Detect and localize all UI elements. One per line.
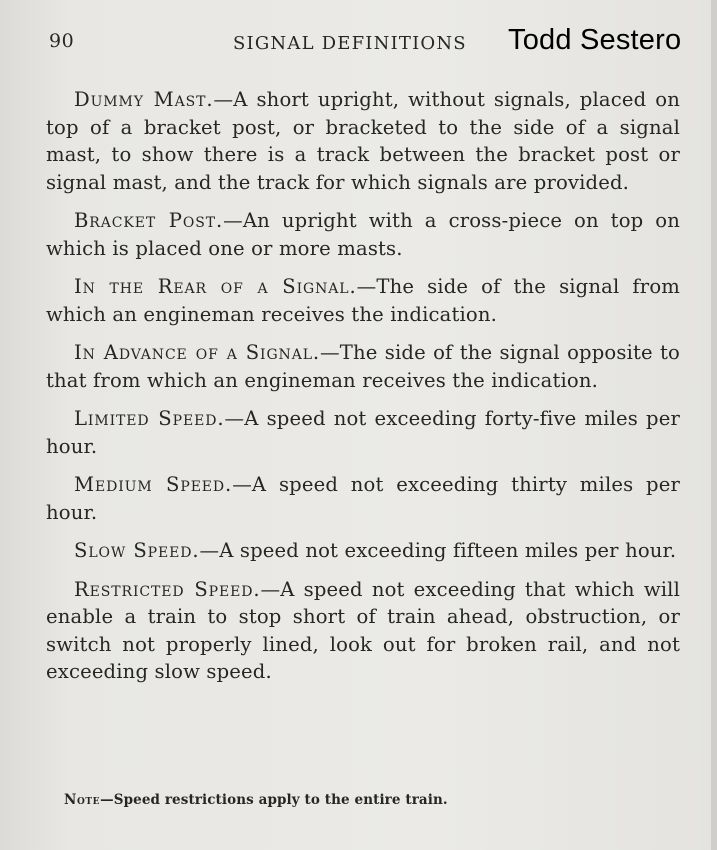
definition-text: —A speed not exceeding that which will enable a train to stop short of train ahead, obstruction, or switch not properly lined, look out for broken rail, and not exceeding slow speed. <box>46 577 680 683</box>
definition-text: —A short upright, without signals, placed on top of a bracket post, or bracketed to the side of a signal mast, to show there is a track between the bracket post or signal mast, and the track for which signals are provided. <box>46 88 680 194</box>
definition-term: Medium Speed. <box>74 473 233 496</box>
definition-limited-speed <box>46 405 680 460</box>
page-number: 90 <box>49 30 75 52</box>
definition-term: Dummy Mast. <box>74 88 214 111</box>
definition-term: Limited Speed. <box>74 407 225 430</box>
page-edge <box>711 0 717 850</box>
definition-term: In the Rear of a Signal. <box>74 275 357 298</box>
definition-text: —A speed not exceeding thirty miles per hour. <box>46 473 680 524</box>
definition-restricted-speed <box>46 576 680 686</box>
owner-stamp: Todd Sestero <box>508 24 682 56</box>
definition-text: —A speed not exceeding forty-five miles per hour. <box>46 407 680 458</box>
running-head: SIGNAL DEFINITIONS <box>233 33 467 54</box>
definition-in-advance <box>46 339 680 394</box>
definition-in-the-rear <box>46 273 680 328</box>
definition-medium-speed <box>46 471 680 526</box>
definition-text: —A speed not exceeding fifteen miles per hour. <box>199 539 677 562</box>
definition-text: —The side of the signal from which an engineman receives the indication. <box>46 275 680 326</box>
definition-text: —The side of the signal opposite to that from which an engineman receives the indication. <box>46 341 680 392</box>
definition-term: Slow Speed. <box>74 539 200 562</box>
definition-bracket-post <box>46 207 680 262</box>
footnote-text: —Speed restrictions apply to the entire train. <box>100 792 448 808</box>
definition-dummy-mast <box>46 86 680 196</box>
definition-term: Bracket Post. <box>74 209 224 232</box>
footnote <box>64 792 448 808</box>
definition-text: —An upright with a cross-piece on top on which is placed one or more masts. <box>46 209 681 260</box>
definitions-list <box>46 86 680 697</box>
definition-term: Restricted Speed. <box>74 577 261 601</box>
definition-slow-speed <box>46 537 680 565</box>
definition-term: In Advance of a Signal. <box>74 341 321 364</box>
footnote-label: Note <box>64 792 101 808</box>
